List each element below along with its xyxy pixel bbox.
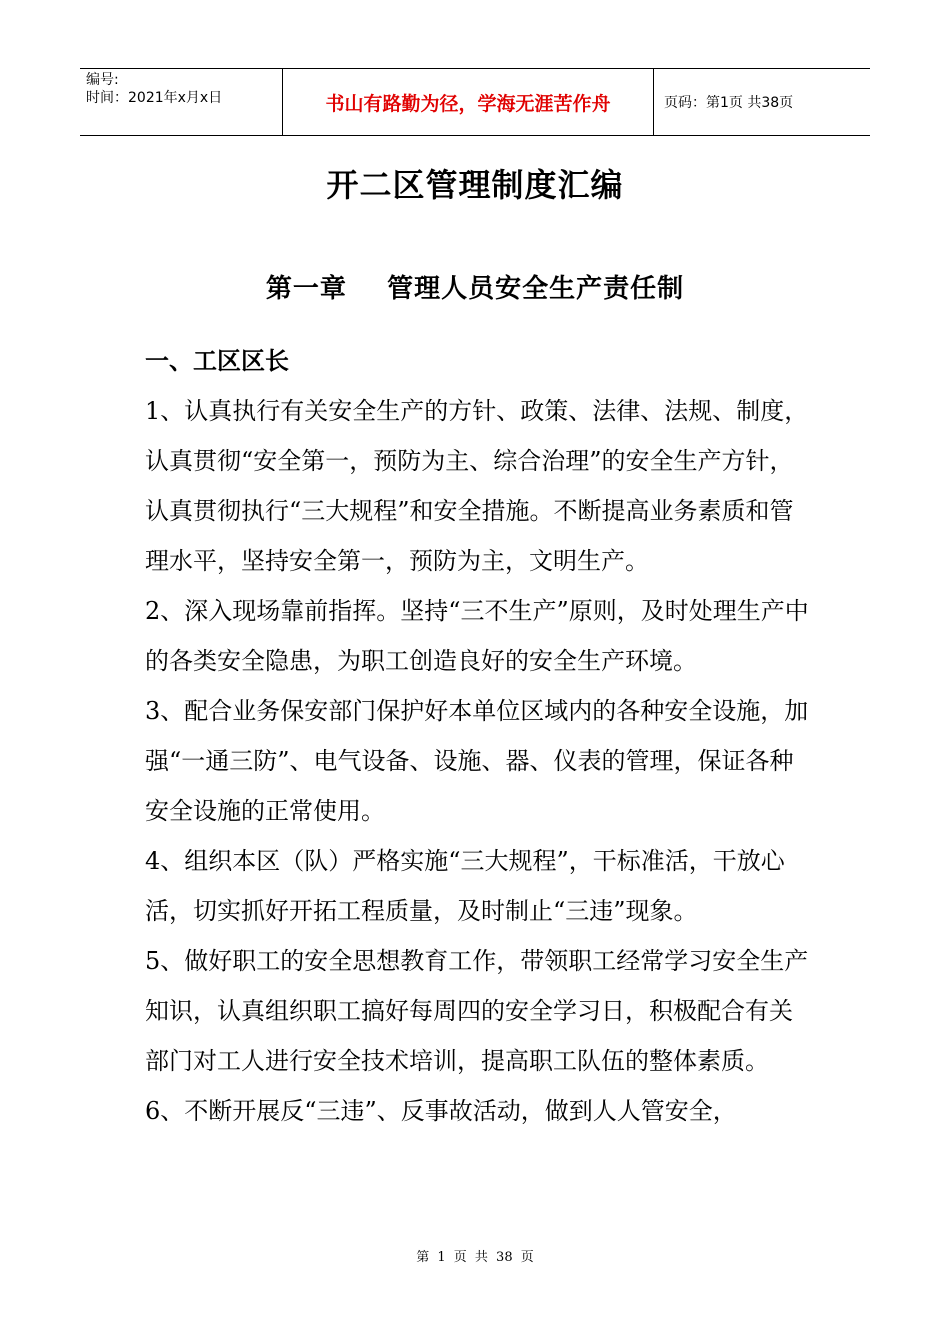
header-meta: [80, 69, 282, 135]
paragraph: 2、深入现场靠前指挥。坚持“三不生产”原则，及时处理生产中的各类安全隐患，为职工创造良好的安全生产环境。: [145, 597, 809, 675]
document-title: 开二区管理制度汇编: [326, 166, 624, 204]
paragraph: 5、做好职工的安全思想教育工作，带领职工经常学习安全生产知识，认真组织职工搞好每周四的安全学习日，积极配合有关部门对工人进行安全技术培训，提高职工队伍的整体素质。: [145, 947, 809, 1075]
header-motto: 书山有路勤为径，学海无涯苦作舟: [325, 92, 611, 115]
section-title: 一、工区区长: [145, 347, 289, 375]
header-page-info-cell: [654, 69, 870, 135]
header-page-info: 页码：第1页 共38页: [664, 95, 794, 111]
document-time-label: 时间：2021年x月x日: [86, 90, 223, 106]
paragraph: 3、配合业务保安部门保护好本单位区域内的各种安全设施，加强“一通三防”、电气设备、设施、器、仪表的管理，保证各种安全设施的正常使用。: [145, 697, 809, 825]
document-body: [145, 386, 810, 1136]
paragraph: 6、不断开展反“三违”、反事故活动，做到人人管安全，: [145, 1097, 737, 1125]
header-motto-cell: [282, 69, 654, 135]
document-header: [80, 68, 870, 136]
document-number-label: 编号:: [86, 72, 119, 88]
chapter-title: 第一章 管理人员安全生产责任制: [265, 274, 685, 304]
paragraph: 4、组织本区（队）严格实施“三大规程”，干标准活，干放心活，切实抓好开拓工程质量，及时制止“三违”现象。: [145, 847, 785, 925]
page-footer: 第 1 页 共 38 页: [416, 1250, 534, 1265]
paragraph: 1、认真执行有关安全生产的方针、政策、法律、法规、制度，认真贯彻“安全第一，预防为主、综合治理”的安全生产方针，认真贯彻执行“三大规程”和安全措施。不断提高业务素质和管理水平，坚持安全第一，预防为主，文明生产。: [145, 397, 809, 575]
